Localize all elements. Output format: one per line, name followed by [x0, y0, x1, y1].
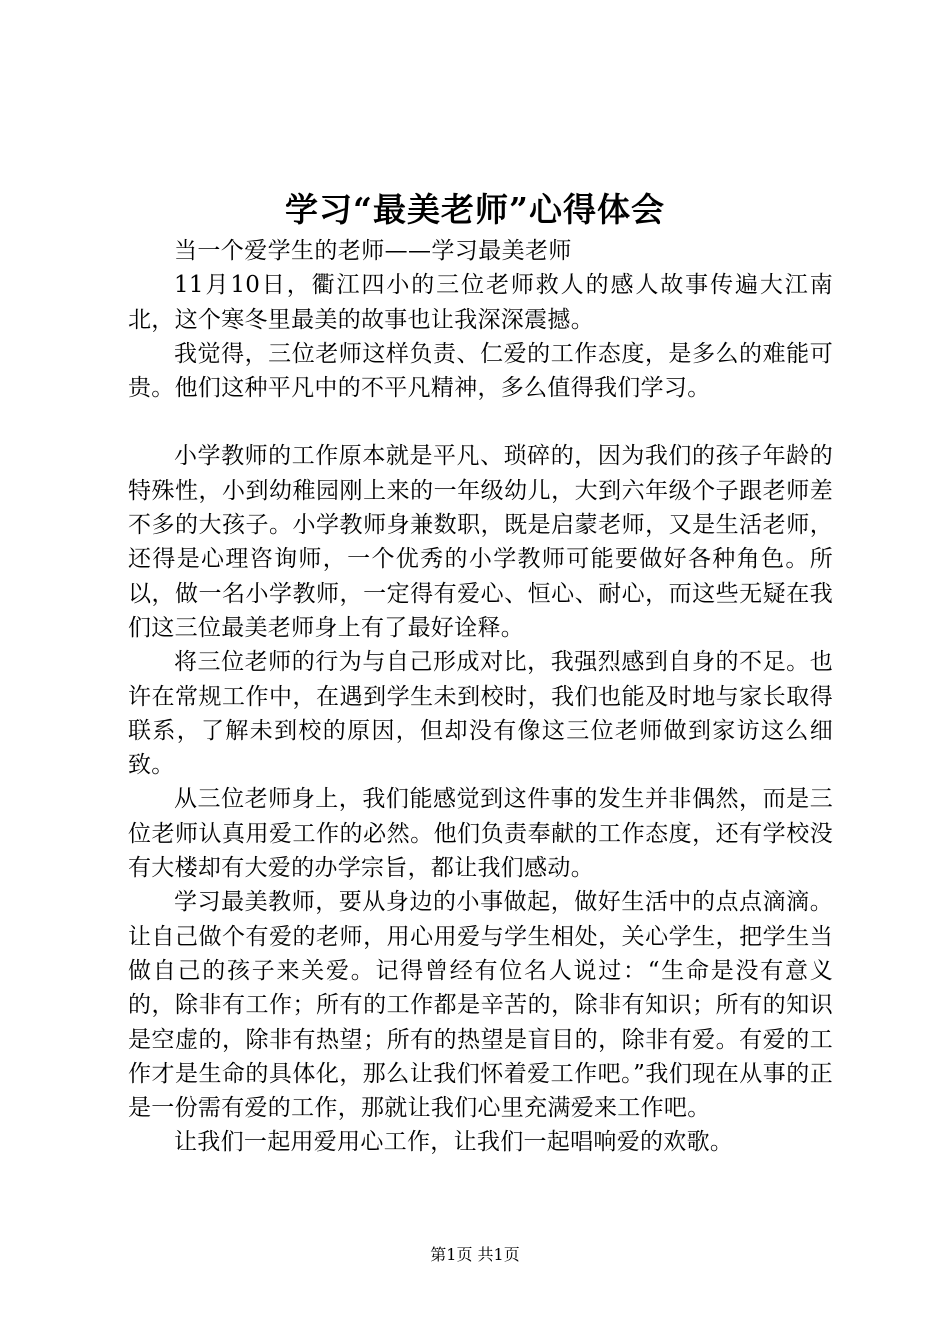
subtitle-paragraph: 当一个爱学生的老师——学习最美老师 — [174, 238, 572, 264]
body-paragraph: 将三位老师的行为与自己形成对比，我强烈感到自身的不足。也许在常规工作中，在遇到学生未到校时，我们也能及时地与家长取得联系，了解未到校的原因，但却没有像这三位老师做到家访这么细致。 — [128, 649, 833, 779]
body-paragraph: 学习最美教师，要从身边的小事做起，做好生活中的点点滴滴。让自己做个有爱的老师，用心用爱与学生相处，关心学生，把学生当做自己的孩子来关爱。记得曾经有位名人说过：“生命是没有意义的，除非有工作；所有的工作都是辛苦的，除非有知识；所有的知识是空虚的，除非有热望；所有的热望是盲目的，除非有爱。有爱的工作才是生命的具体化，那么让我们怀着爱工作吧。”我们现在从事的正是一份需有爱的工作，那就让我们心里充满爱来工作吧。 — [128, 889, 833, 1122]
closing-paragraph: 让我们一起用爱用心工作，让我们一起唱响爱的欢歌。 — [174, 1129, 734, 1156]
body-paragraph: 我觉得，三位老师这样负责、仁爱的工作态度，是多么的难能可贵。他们这种平凡中的不平凡精神，多么值得我们学习。 — [128, 340, 833, 402]
paragraph-gap — [128, 405, 833, 439]
document-body — [128, 234, 833, 1160]
body-paragraph: 从三位老师身上，我们能感觉到这件事的发生并非偶然，而是三位老师认真用爱工作的必然。他们负责奉献的工作态度，还有学校没有大楼却有大爱的办学宗旨，都让我们感动。 — [128, 786, 833, 882]
document-title: 学习“最美老师”心得体会 — [285, 190, 665, 229]
body-paragraph: 小学教师的工作原本就是平凡、琐碎的，因为我们的孩子年龄的特殊性，小到幼稚园刚上来的一年级幼儿，大到六年级个子跟老师差不多的大孩子。小学教师身兼数职，既是启蒙老师，又是生活老师，还得是心理咨询师，一个优秀的小学教师可能要做好各种角色。所以，做一名小学教师，一定得有爱心、恒心、耐心，而这些无疑在我们这三位最美老师身上有了最好诠释。 — [128, 443, 833, 641]
body-paragraph: 11月10日，衢江四小的三位老师救人的感人故事传遍大江南北，这个寒冬里最美的故事也让我深深震撼。 — [128, 272, 833, 333]
page-number-footer: 第1页 共1页 — [430, 1245, 520, 1264]
